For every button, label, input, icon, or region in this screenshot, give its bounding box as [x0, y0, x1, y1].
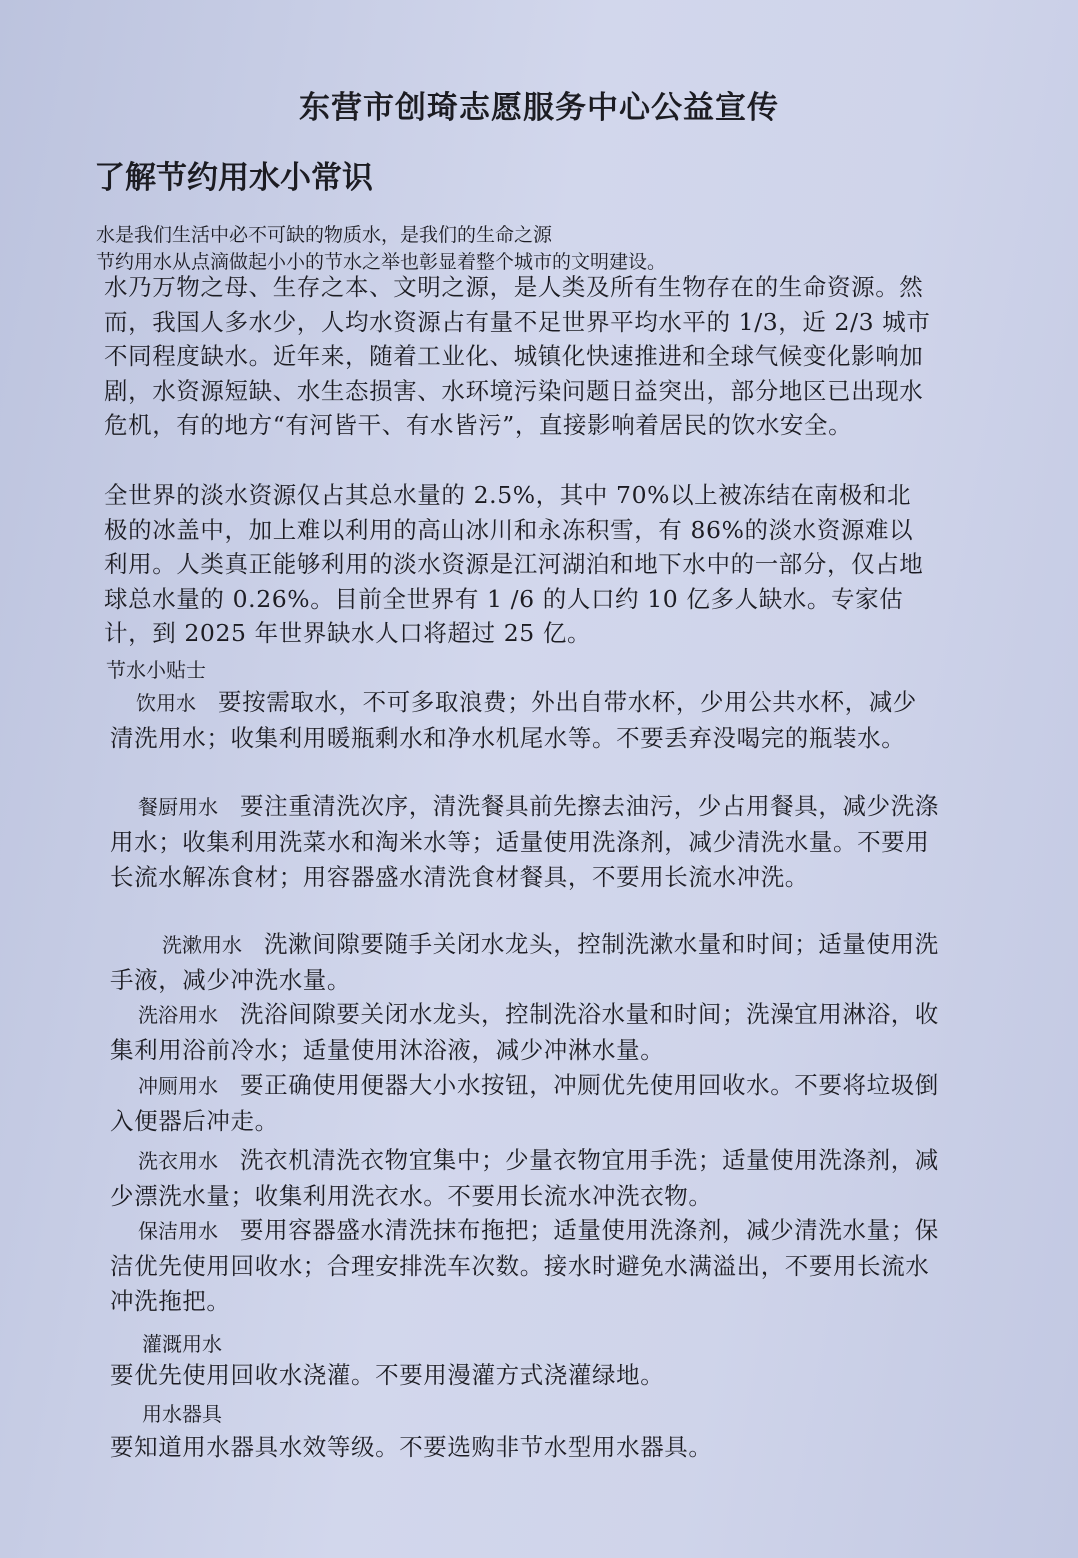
tip-toilet-water [110, 1068, 940, 1139]
tip-kitchen-water [110, 789, 940, 895]
tip-irrigation-label: 灌溉用水 [142, 1332, 222, 1356]
tip-label: 保洁用水 [138, 1219, 218, 1243]
page-title: 了解节约用水小常识 [94, 160, 373, 196]
tip-label: 洗浴用水 [138, 1003, 218, 1027]
tip-drinking-water [110, 685, 940, 756]
tip-label: 冲厕用水 [138, 1074, 218, 1098]
tip-text: 要用容器盛水清洗抹布拖把；适量使用洗涤剂，减少清洗水量；保洁优先使用回收水；合理安排洗车次数。接水时避免水满溢出，不要用长流水冲洗拖把。 [110, 1216, 939, 1315]
intro-line-1: 水是我们生活中必不可缺的物质水，是我们的生命之源 [96, 224, 553, 246]
tip-label: 洗漱用水 [162, 933, 242, 957]
tip-text: 要正确使用便器大小水按钮，冲厕优先使用回收水。不要将垃圾倒入便器后冲走。 [110, 1071, 939, 1135]
tips-heading: 节水小贴士 [106, 658, 206, 682]
intro-block [96, 222, 996, 276]
tip-label: 餐厨用水 [138, 795, 218, 819]
tip-label: 饮用水 [136, 691, 196, 715]
tip-bathing-water [110, 997, 940, 1068]
tip-text: 要注重清洗次序，清洗餐具前先擦去油污，少占用餐具，减少洗涤用水；收集利用洗菜水和淘米水等；适量使用洗涤剂，减少清洗水量。不要用长流水解冻食材；用容器盛水清洗食材餐具，不要用长流水冲洗。 [110, 792, 939, 891]
tip-text: 洗衣机清洗衣物宜集中；少量衣物宜用手洗；适量使用洗涤剂，减少漂洗水量；收集利用洗衣水。不要用长流水冲洗衣物。 [110, 1146, 939, 1210]
tip-appliance-label: 用水器具 [142, 1402, 222, 1426]
tip-text: 洗漱间隙要随手关闭水龙头，控制洗漱水量和时间；适量使用洗手液，减少冲洗水量。 [110, 930, 939, 994]
intro-line-2: 节约用水从点滴做起小小的节水之举也彰显着整个城市的文明建设。 [96, 251, 667, 273]
tip-label: 洗衣用水 [138, 1149, 218, 1173]
tip-appliance-text: 要知道用水器具水效等级。不要选购非节水型用水器具。 [110, 1433, 713, 1461]
tip-text: 要按需取水，不可多取浪费；外出自带水杯，少用公共水杯，减少清洗用水；收集利用暖瓶剩水和净水机尾水等。不要丢弃没喝完的瓶装水。 [110, 688, 917, 752]
tip-laundry-water [110, 1143, 940, 1214]
organization-title: 东营市创琦志愿服务中心公益宣传 [299, 90, 779, 126]
tip-washing-water [110, 927, 940, 998]
paragraph-water-resources: 水乃万物之母、生存之本、文明之源，是人类及所有生物存在的生命资源。然而，我国人多水少，人均水资源占有量不足世界平均水平的 1/3，近 2/3 城市不同程度缺水。近年来，随着工业化、城镇化快速推进和全球气候变化影响加剧，水资源短缺、水生态损害、水环境污染问题日益突出，部分地区已出现水危机，有的地方“有河皆干、有水皆污”，直接影响着居民的饮水安全。 [104, 273, 931, 439]
tip-cleaning-water [110, 1213, 940, 1319]
tip-text: 洗浴间隙要关闭水龙头，控制洗浴水量和时间；洗澡宜用淋浴，收集利用浴前冷水；适量使用沐浴液，减少冲淋水量。 [110, 1000, 939, 1064]
tip-irrigation-text: 要优先使用回收水浇灌。不要用漫灌方式浇灌绿地。 [110, 1361, 665, 1389]
paragraph-freshwater-facts: 全世界的淡水资源仅占其总水量的 2.5%，其中 70%以上被冻结在南极和北极的冰盖中，加上难以利用的高山冰川和永冻积雪，有 86%的淡水资源难以利用。人类真正能够利用的淡水资源是江河湖泊和地下水中的一部分，仅占地球总水量的 0.26%。目前全世界有 1 /6 的人口约 10 亿多人缺水。专家估计，到 2025 年世界缺水人口将超过 25 亿。 [104, 481, 924, 647]
